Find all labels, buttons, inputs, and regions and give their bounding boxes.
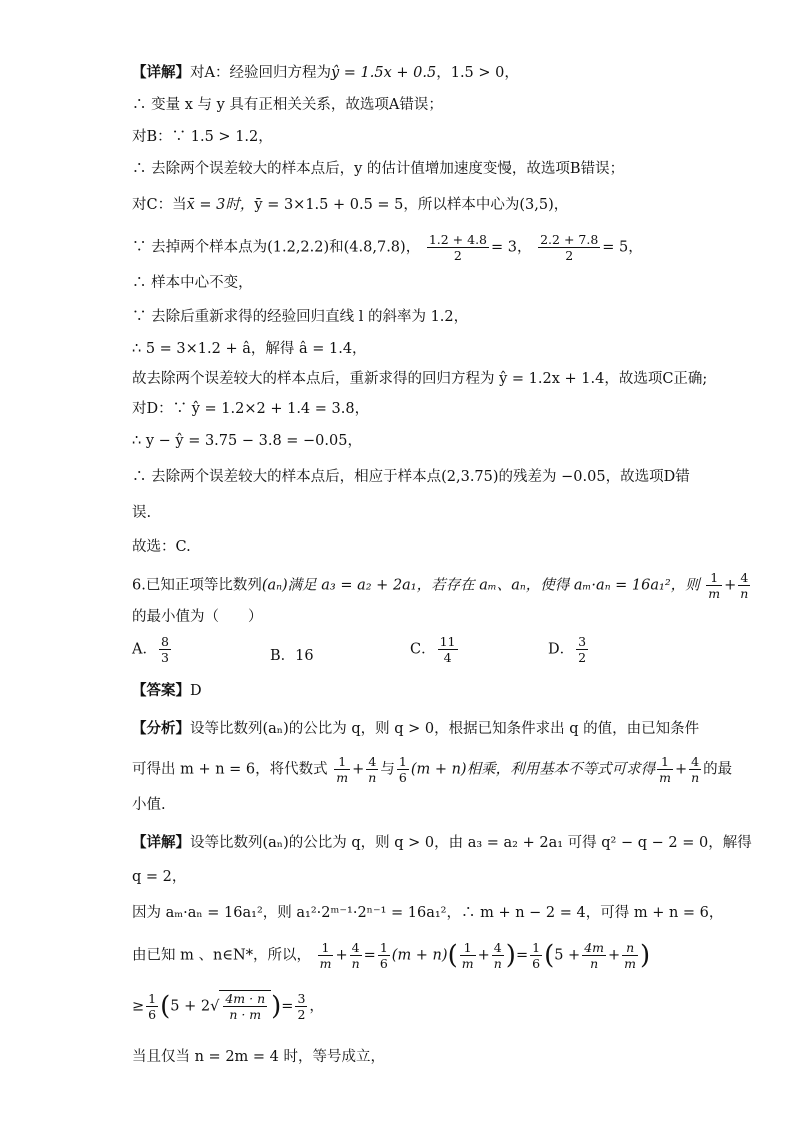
- fraction: [427, 232, 489, 263]
- fraction: [738, 570, 750, 601]
- detail-line-2: q = 2，: [132, 869, 187, 885]
- text: =: [281, 998, 294, 1015]
- line-8: ∵ 去除后重新求得的经验回归直线 l 的斜率为 1.2，: [132, 309, 469, 325]
- line-1: [132, 62, 694, 84]
- text: 设等比数列(aₙ)的公比为 q，则 q > 0，由 a₃ = a₂ + 2a₁ 可得 q² − q − 2 = 0，解得: [190, 835, 752, 851]
- numerator: 4m · n: [225, 991, 266, 1006]
- numerator: 4: [492, 940, 504, 956]
- fraction: [622, 940, 638, 971]
- numerator: 4m: [584, 940, 605, 955]
- fraction: [159, 634, 171, 665]
- line-14: 误.: [132, 505, 152, 521]
- fraction: [460, 940, 476, 971]
- denominator: n · m: [229, 1007, 262, 1022]
- question-6: [132, 570, 749, 601]
- line-9: ∴ 5 = 3×1.2 + â，解得 â = 1.4，: [132, 341, 367, 357]
- denominator: m: [336, 770, 349, 785]
- equation: (aₙ)满足 a₃ = a₂ + 2a₁，若存在 aₘ、aₙ，使得 aₘ·aₙ = 16a₁²，则: [261, 577, 700, 594]
- numerator: 1: [318, 940, 334, 956]
- text: +: [724, 577, 737, 594]
- text: 对C：当: [132, 197, 187, 213]
- option-d: [548, 634, 590, 665]
- text: 设等比数列(aₙ)的公比为 q，则 q > 0，根据已知条件求出 q 的值，由已知条件: [190, 721, 700, 737]
- numerator: 1: [706, 570, 722, 586]
- denominator: m: [708, 586, 721, 601]
- analysis-line-3: 小值.: [132, 797, 166, 813]
- sqrt-sign: √: [210, 998, 220, 1015]
- text: ȳ = 3×1.5 + 0.5 = 5，所以样本中心为(3,5)，: [254, 197, 569, 213]
- line-10: 故去除两个误差较大的样本点后，重新求得的回归方程为 ŷ = 1.2x + 1.4，故选项C正确;: [132, 371, 708, 387]
- text: ，: [309, 998, 324, 1015]
- option-c: [410, 634, 460, 665]
- denominator: m: [624, 956, 637, 971]
- detail-line-6: 当且仅当 n = 2m = 4 时，等号成立，: [132, 1049, 385, 1065]
- line-12: ∴ y − ŷ = 3.75 − 3.8 = −0.05，: [132, 433, 362, 449]
- detail-line-3: 因为 aₘ·aₙ = 16a₁²，则 a₁²·2ᵐ⁻¹·2ⁿ⁻¹ = 16a₁²，∴ m + n − 2 = 4，可得 m + n = 6，: [132, 905, 724, 921]
- option-a: [132, 634, 173, 665]
- fraction: [397, 754, 409, 785]
- fraction: [350, 940, 362, 971]
- denominator: 2: [565, 248, 574, 263]
- numerator: 4: [350, 940, 362, 956]
- question-6-line-2: 的最小值为（ ）: [132, 609, 263, 625]
- numerator: 4: [689, 754, 701, 770]
- denominator: m: [659, 770, 671, 785]
- numerator: 2.2 + 7.8: [540, 232, 599, 247]
- denominator: 2: [297, 1007, 306, 1022]
- numerator: 4: [738, 570, 750, 586]
- numerator: 4: [366, 754, 378, 770]
- answer-line: [132, 680, 694, 702]
- denominator: 2: [578, 650, 587, 665]
- text: = 5，: [602, 239, 643, 256]
- detail-label: 【详解】: [132, 64, 190, 81]
- fraction: [438, 634, 458, 665]
- denominator: n: [590, 956, 599, 971]
- denominator: 3: [160, 650, 169, 665]
- numerator: 1: [460, 940, 476, 956]
- denominator: 6: [532, 956, 541, 971]
- detail-line-5: ≥ $\frac{1}{6}$ (5 + 2√ $\frac{4m \cdot n}{n \cdot m}$ )= $\frac{3}{2}$ ，: [132, 991, 324, 1022]
- answer-label: 【答案】: [132, 682, 190, 699]
- line-5: [132, 194, 694, 216]
- fraction: [378, 940, 390, 971]
- denominator: n: [740, 586, 749, 601]
- text: 5 +: [554, 947, 581, 964]
- numerator: n: [622, 940, 638, 956]
- numerator: 1: [657, 754, 673, 770]
- text: ≥: [132, 998, 145, 1015]
- line-4: ∴ 去除两个误差较大的样本点后，y 的估计值增加速度变慢，故选项B错误；: [132, 161, 625, 177]
- fraction: [146, 991, 158, 1022]
- fraction: [366, 754, 378, 785]
- line-3: 对B：∵ 1.5 > 1.2，: [132, 129, 273, 145]
- text: (m + n): [391, 947, 448, 964]
- text: 对A：: [190, 65, 230, 81]
- text: 与: [380, 761, 395, 778]
- denominator: 6: [398, 770, 407, 785]
- fraction: [689, 754, 701, 785]
- text: ，1.5 > 0，: [436, 65, 519, 81]
- fraction: [223, 991, 267, 1022]
- numerator: 1: [398, 754, 407, 769]
- fraction: [582, 940, 606, 971]
- text: 可得出 m + n = 6，将代数式: [132, 761, 328, 778]
- numerator: 1: [532, 940, 541, 955]
- numerator: 3: [297, 991, 306, 1006]
- line-11: 对D：∵ ŷ = 1.2×2 + 1.4 = 3.8，: [132, 401, 370, 417]
- numerator: 1: [379, 940, 388, 955]
- numerator: 1: [148, 991, 157, 1006]
- text: =: [515, 947, 529, 964]
- line-7: ∴ 样本中心不变，: [132, 275, 253, 291]
- text: 5 + 2: [170, 998, 211, 1015]
- fraction: [706, 570, 722, 601]
- analysis-line-1: [132, 718, 700, 740]
- fraction: [318, 940, 334, 971]
- line-2: ∴ 变量 x 与 y 具有正相关关系，故选项A错误；: [132, 97, 443, 113]
- text: = 3，: [491, 239, 532, 256]
- text: =: [363, 947, 376, 964]
- numerator: 8: [160, 634, 169, 649]
- text: 的最: [703, 761, 733, 778]
- sqrt-body: [219, 990, 271, 1022]
- analysis-line-2: 可得出 m + n = 6，将代数式 $\frac{1}{m}$ + $\frac{4}{n}$ 与 $\frac{1}{6}$ (m + n)相乘，利用基本不等式可求得 $\frac{1}{m}$ + $\frac{4}{n}$ 的最: [132, 754, 733, 785]
- detail-line-4: 由已知 m 、n∈N*，所以， $\frac{1}{m}$ + $\frac{4}{n}$ = $\frac{1}{6}$ (m + n)( $\frac{1}{m}$ + $\frac{4}{n}$ )= $\frac{1}{6}$ (5 + $\frac{4m}{n}$ + $\frac{n}{m}$ ): [132, 940, 651, 971]
- denominator: n: [493, 956, 502, 971]
- fraction: [530, 940, 542, 971]
- fraction: [334, 754, 350, 785]
- denominator: n: [368, 770, 377, 785]
- line-13: ∴ 去除两个误差较大的样本点后，相应于样本点(2,3.75)的残差为 −0.05，故选项D错: [132, 469, 690, 485]
- denominator: 4: [443, 650, 452, 665]
- detail-label: 【详解】: [132, 834, 190, 851]
- denominator: 6: [379, 956, 388, 971]
- denominator: n: [351, 956, 360, 971]
- fraction: [295, 991, 307, 1022]
- numerator: 1: [334, 754, 350, 770]
- text: 经验回归方程为: [229, 65, 331, 81]
- text: 6.已知正项等比数列: [132, 577, 262, 594]
- denominator: m: [461, 956, 474, 971]
- denominator: 6: [148, 1007, 157, 1022]
- denominator: n: [691, 770, 700, 785]
- answer-value: D: [190, 683, 202, 699]
- numerator: 11: [439, 634, 456, 649]
- line-6: [132, 232, 694, 263]
- fraction: [492, 940, 504, 971]
- line-15: 故选：C.: [132, 539, 191, 555]
- option-label: D．: [548, 641, 575, 658]
- fraction: [538, 232, 600, 263]
- equation: ŷ = 1.5x + 0.5: [330, 65, 437, 81]
- option-label: C．: [410, 641, 436, 658]
- option-label: A．: [132, 641, 157, 658]
- text: 由已知 m 、n∈N*，所以，: [132, 947, 311, 964]
- numerator: 3: [578, 634, 587, 649]
- detail-line-1: [132, 832, 752, 854]
- fraction: [657, 754, 673, 785]
- text: (m + n)相乘，利用基本不等式可求得: [410, 761, 656, 778]
- fraction: [576, 634, 588, 665]
- denominator: 2: [453, 248, 462, 263]
- denominator: m: [319, 956, 332, 971]
- equation: x̄ = 3时，: [186, 197, 255, 213]
- text: ∵ 去掉两个样本点为(1.2,2.2)和(4.8,7.8)，: [132, 239, 421, 256]
- numerator: 1.2 + 4.8: [428, 232, 487, 247]
- option-b: B．16: [270, 648, 314, 664]
- analysis-label: 【分析】: [132, 720, 190, 737]
